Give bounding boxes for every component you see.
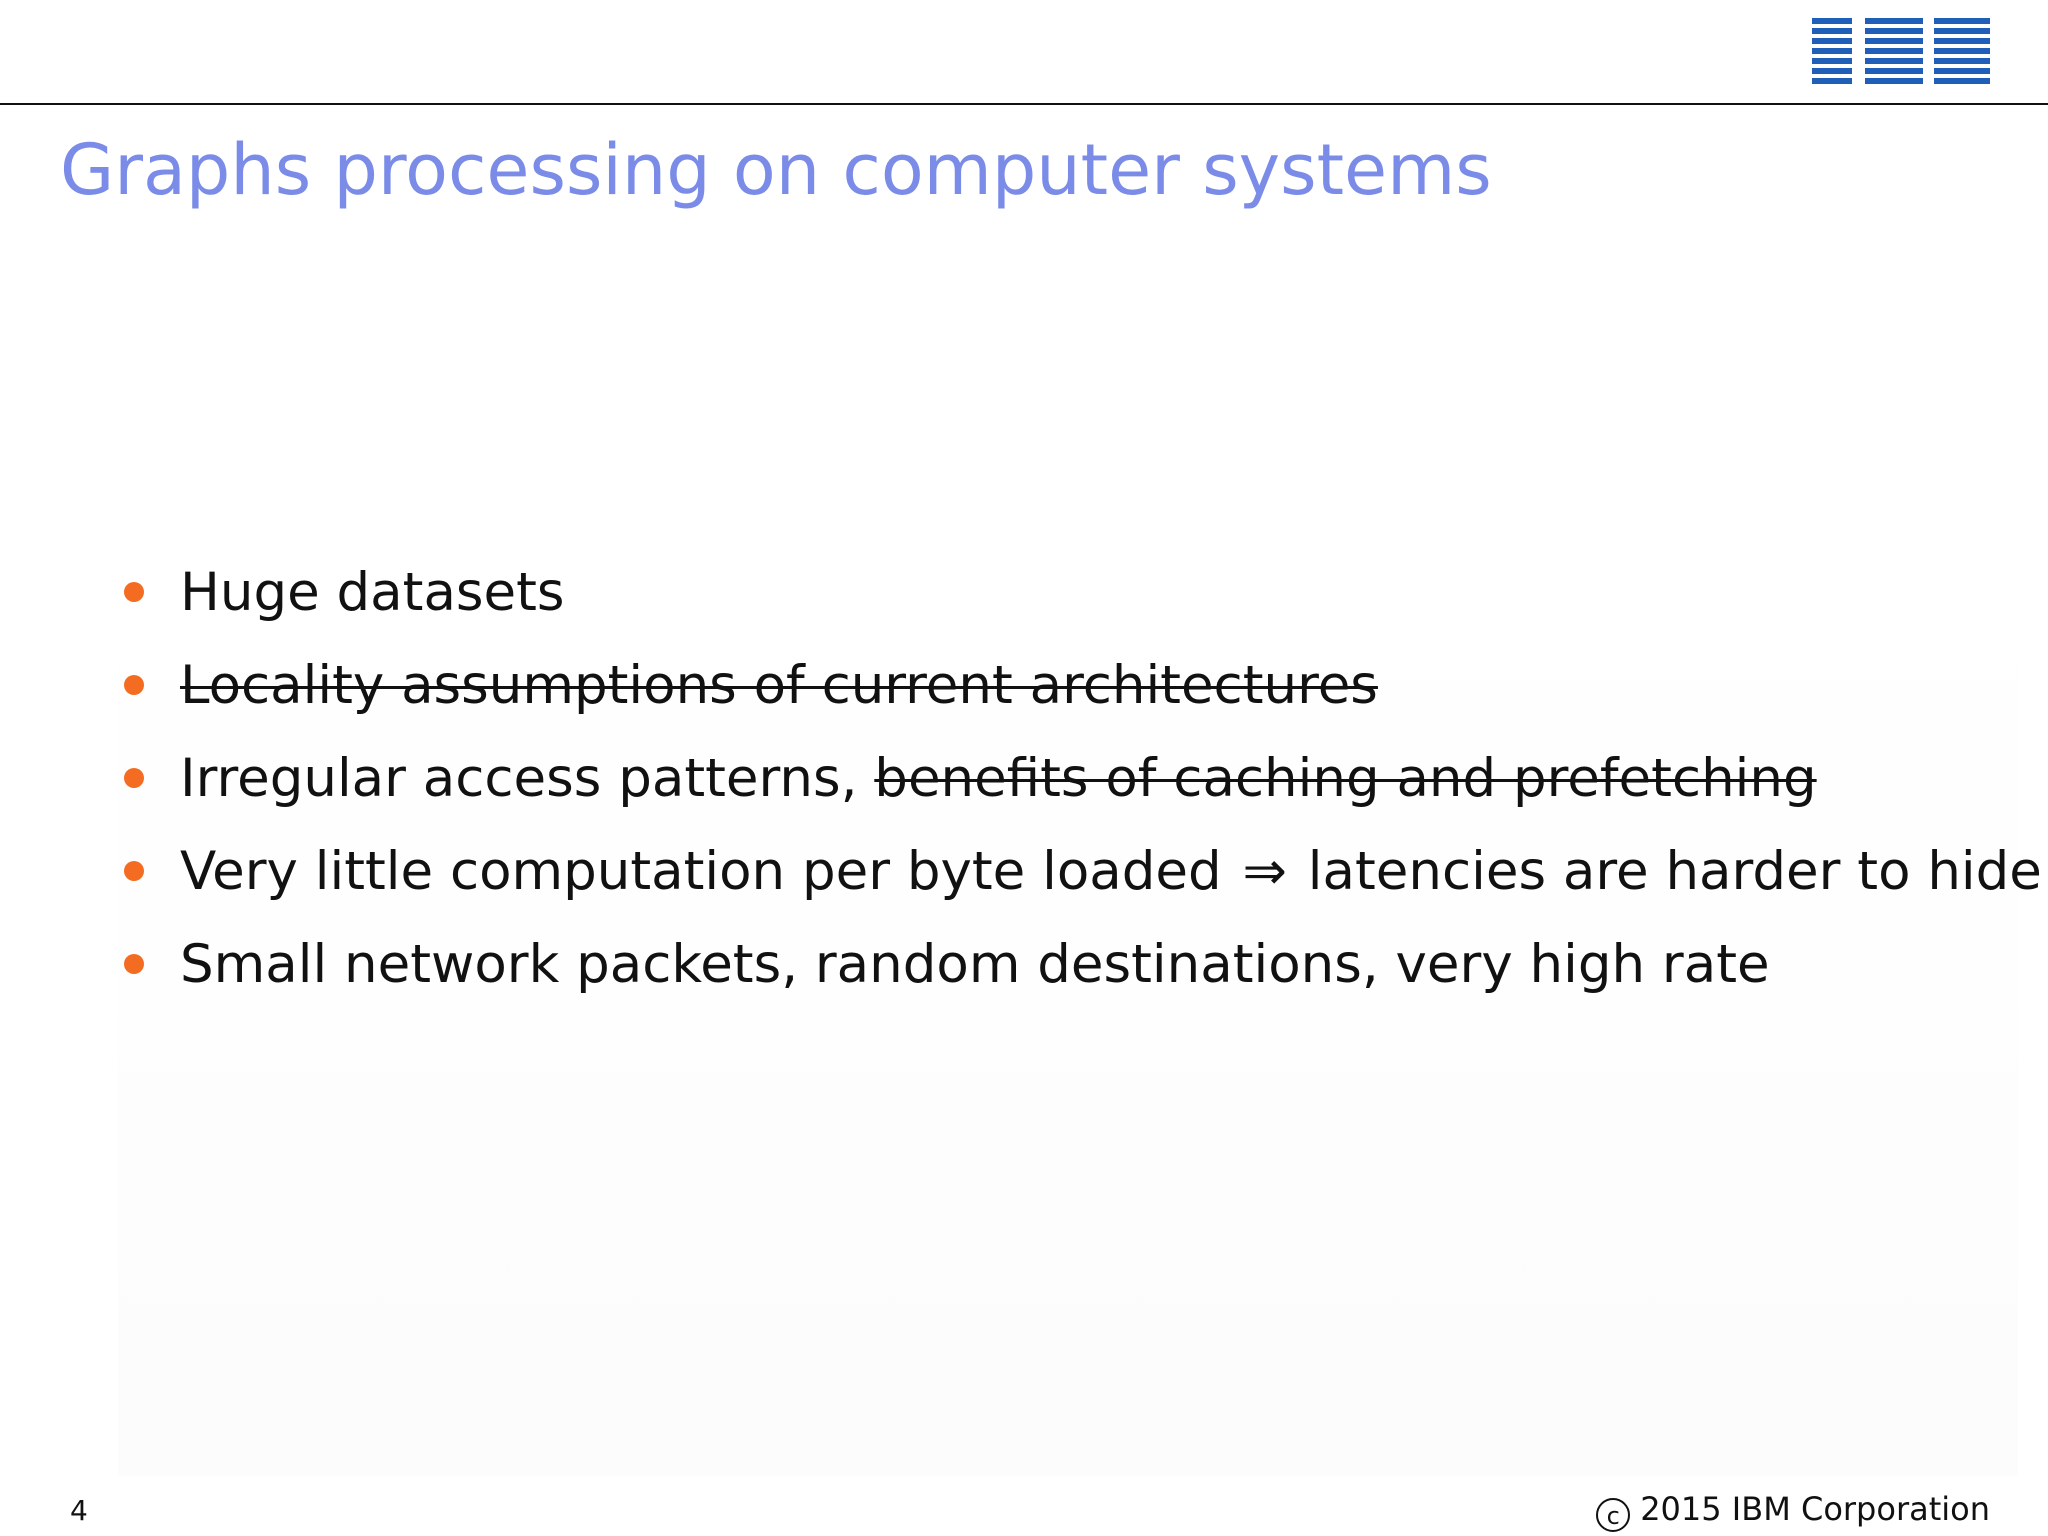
implies-arrow-icon: ⇒ (1242, 841, 1287, 902)
bullet-text (180, 651, 1378, 721)
bullet-text (180, 930, 1770, 1000)
copyright-text: 2015 IBM Corporation (1640, 1490, 1990, 1528)
bullet-struck-text: Locality assumptions of current architectures (180, 655, 1378, 716)
bullet-dot-icon (124, 861, 144, 881)
bullet-dot-icon (124, 675, 144, 695)
bullet-plain-text: Huge datasets (180, 562, 565, 623)
page-number: 4 (70, 1494, 88, 1527)
slide-title: Graphs processing on computer systems (60, 129, 1492, 211)
bullet-plain-text: Small network packets, random destinations, very high rate (180, 934, 1770, 995)
ibm-logo (1810, 18, 1992, 88)
copyright-icon: c (1596, 1498, 1630, 1532)
bullet-plain-text: latencies are harder to hide (1307, 841, 2042, 902)
bullet-dot-icon (124, 768, 144, 788)
bullet-plain-text: Irregular access patterns, (180, 748, 858, 809)
bullet-plain-text: Very little computation per byte loaded (180, 841, 1222, 902)
bullet-dot-icon (124, 954, 144, 974)
bullet-text (180, 744, 1817, 814)
header-rule (0, 103, 2048, 105)
bullet-text (180, 558, 565, 628)
bullet-dot-icon (124, 582, 144, 602)
bullet-struck-text: benefits of caching and prefetching (874, 748, 1817, 809)
copyright (1596, 1490, 1990, 1532)
bullet-text (180, 837, 2042, 907)
slide-content (118, 546, 2042, 1476)
